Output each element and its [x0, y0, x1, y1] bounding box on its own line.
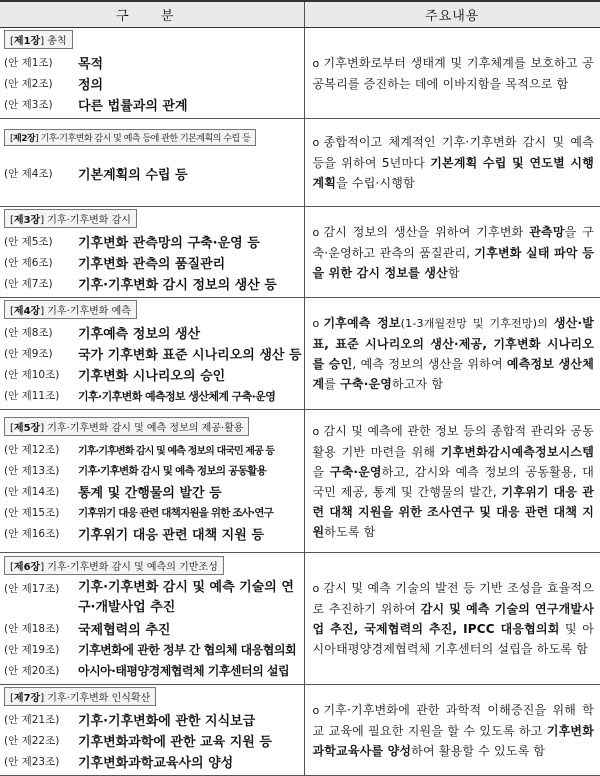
- article-item: (안 제10조) 기후변화 시나리오의 승인: [4, 369, 226, 384]
- chapter-label: [제3장] 기후·기후변화 감시: [4, 209, 137, 228]
- article-item: (안 제13조) 기후·기후변화 감시 및 예측 정보의 공동활용: [4, 465, 267, 477]
- chapter-row-7: [0, 685, 600, 776]
- chapter-row-2: [0, 119, 600, 207]
- chapter-summary: o 기후예측 정보(1-3개월전망 및 기후전망)의 생산·발표, 표준 시나리오의 생산·제공, 기후변화 시나리오를 승인, 예측 정보의 생산을 위하여 예측정보 생산체계를 구축·운영하고자 함: [304, 298, 600, 410]
- chapter-articles: [0, 207, 304, 298]
- chapter-label: [제5장] 기후·기후변화 감시 및 예측 정보의 제공·활용: [4, 417, 249, 436]
- article-item: (안 제12조) 기후·기후변화 감시 및 예측 정보의 대국민 제공 등: [4, 444, 275, 457]
- chapter-summary: o 종합적이고 체계적인 기후·기후변화 감시 및 예측 등을 위하여 5년마다 기본계획 수립 및 연도별 시행계획을 수립·시행함: [304, 119, 600, 207]
- article-item: (안 제18조) 국제협력의 추진: [4, 622, 171, 638]
- chapter-row-4: [0, 298, 600, 410]
- chapter-summary: o 기후·기후변화에 관한 과학적 이해증진을 위해 학교 교육에 필요한 지원을 할 수 있도록 하고 기후변화과학교육사를 양성하여 활용할 수 있도록 함: [304, 685, 600, 776]
- chapter-label: [제4장] 기후·기후변화 예측: [4, 300, 137, 319]
- article-item: (안 제9조) 국가 기후변화 표준 시나리오의 생산 등: [4, 348, 302, 363]
- chapter-row-3: [0, 207, 600, 298]
- article-item: (안 제5조) 기후변화 관측망의 구축·운영 등: [4, 236, 260, 251]
- chapter-articles: [0, 410, 304, 553]
- article-item: (안 제15조) 기후위기 대응 관련 대책지원을 위한 조사·연구: [4, 507, 273, 519]
- article-item: (안 제6조) 기후변화 관측의 품질관리: [4, 257, 226, 272]
- chapter-articles: [0, 553, 304, 685]
- article-item: (안 제17조) 기후·기후변화 감시 및 예측 기술의 연구·개발사업 추진: [4, 579, 294, 615]
- chapter-articles: [0, 298, 304, 410]
- chapter-label: [제7장] 기후·기후변화 인식확산: [4, 687, 156, 706]
- article-item: (안 제14조) 통계 및 간행물의 발간 등: [4, 486, 222, 501]
- article-item: (안 제23조) 기후변화과학교육사의 양성: [4, 756, 234, 771]
- article-item: (안 제16조) 기후위기 대응 관련 대책 지원 등: [4, 528, 264, 543]
- chapter-articles: [0, 119, 304, 207]
- article-item: (안 제3조) 다른 법률과의 관계: [4, 99, 188, 114]
- chapter-articles: [0, 685, 304, 776]
- chapter-label: [제6장] 기후·기후변화 감시 및 예측의 기반조성: [4, 556, 224, 575]
- article-item: (안 제1조) 목적: [4, 57, 104, 72]
- article-item: (안 제22조) 기후변화과학에 관한 교육 지원 등: [4, 735, 272, 750]
- chapter-summary: o 감시 정보의 생산을 위하여 기후변화 관측망을 구축·운영하고 관측의 품질관리, 기후변화 실태 파악 등을 위한 감시 정보를 생산함: [304, 207, 600, 298]
- article-item: (안 제11조) 기후·기후변화 예측정보 생산체계 구축·운영: [4, 389, 276, 403]
- article-item: (안 제4조) 기본계획의 수립 등: [4, 167, 188, 183]
- chapter-label: [제2장] 기후·기후변화 감시 및 예측 등에 관한 기본계획의 수립 등: [4, 129, 256, 146]
- article-item: (안 제2조) 정의: [4, 78, 104, 93]
- chapter-summary: o 감시 및 예측에 관한 정보 등의 종합적 관리와 공동활용 기반 마련을 위해 기후변화감시예측정보시스템을 구축·운영하고, 감시와 예측 정보의 공동활용, 대국민 제공, 통계 및 간행물의 발간, 기후위기 대응 관련 대책 지원을 위한 조사연구 및 대응 관련 대책 지원하도록 함: [304, 410, 600, 553]
- header-main-content: 주요내용: [304, 1, 600, 28]
- chapter-row-5: [0, 410, 600, 553]
- article-item: (안 제7조) 기후·기후변화 감시 정보의 생산 등: [4, 278, 277, 293]
- header-category: 구 분: [0, 1, 304, 28]
- chapter-row-1: [0, 28, 600, 119]
- chapter-summary: o 감시 및 예측 기술의 발전 등 기반 조성을 효율적으로 추진하기 위하여 감시 및 예측 기술의 연구개발사업 추진, 국제협력의 추진, IPCC 대응협의회 및 아시아태평양경제협력체 기후센터의 설립을 하도록 함: [304, 553, 600, 685]
- chapter-label: [제1장] 총칙: [4, 30, 73, 49]
- article-item: (안 제20조) 아시아·태평양경제협력체 기후센터의 설립: [4, 663, 290, 678]
- article-item: (안 제19조) 기후변화에 관한 정부 간 협의체 대응협의회: [4, 642, 297, 657]
- chapter-row-6: [0, 553, 600, 685]
- chapter-summary: o 기후변화로부터 생태계 및 기후체계를 보호하고 공공복리를 증진하는 데에 이바지함을 목적으로 함: [304, 28, 600, 119]
- chapter-articles: [0, 28, 304, 119]
- header-row: [0, 1, 600, 28]
- article-item: (안 제21조) 기후·기후변화에 관한 지식보급: [4, 714, 256, 729]
- article-item: (안 제8조) 기후예측 정보의 생산: [4, 327, 201, 342]
